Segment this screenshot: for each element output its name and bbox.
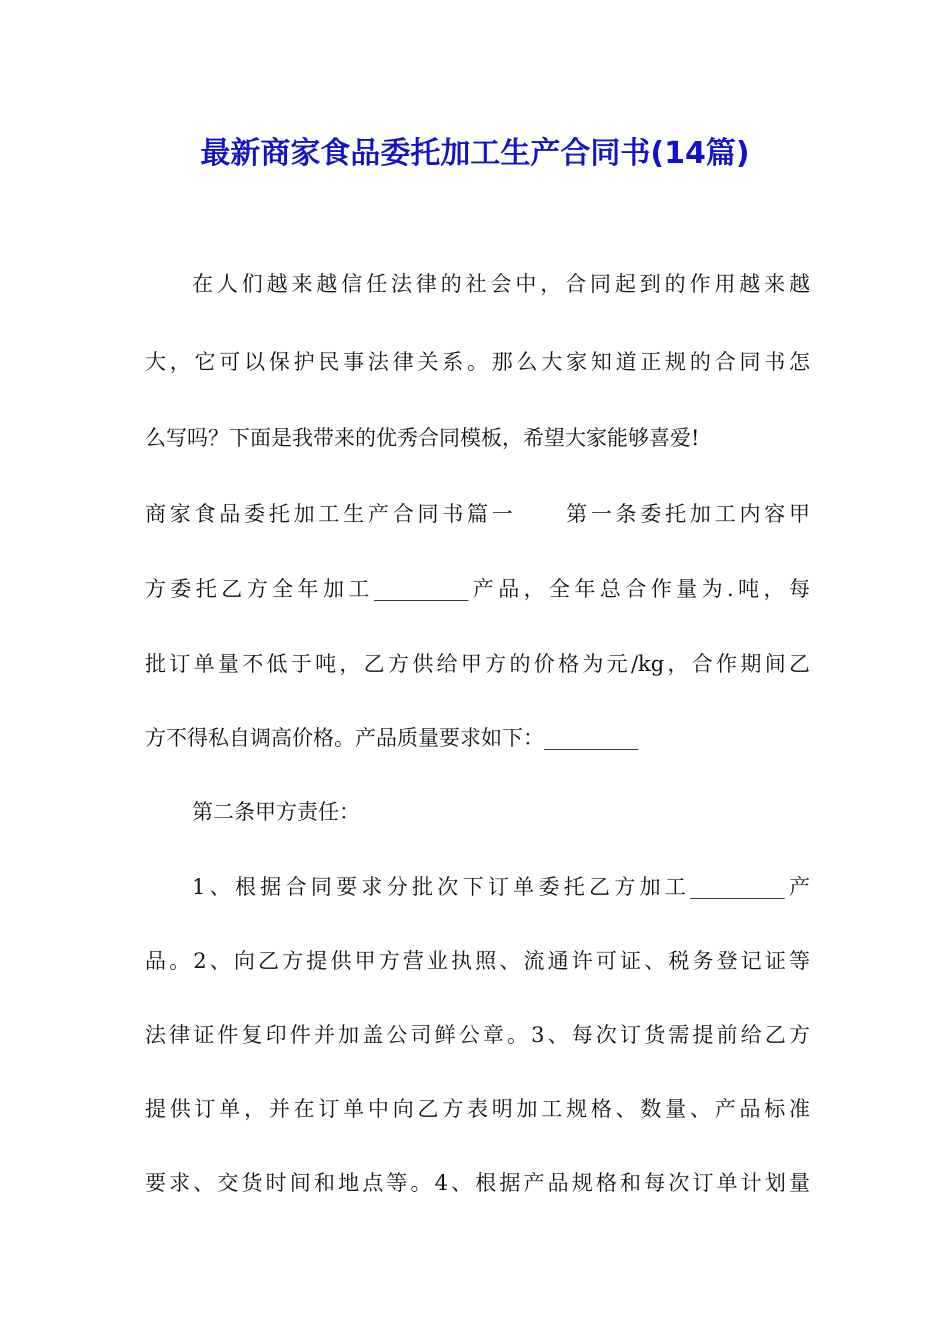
paragraph-line: 商家食品委托加工生产合同书篇一 第一条委托加工内容甲: [145, 502, 810, 526]
paragraph-line: 方委托乙方全年加工_________产品，全年总合作量为.吨，每: [145, 577, 810, 601]
paragraph-line: 大，它可以保护民事法律关系。那么大家知道正规的合同书怎: [145, 350, 810, 374]
paragraph-line: 方不得私自调高价格。产品质量要求如下：_________: [145, 726, 639, 750]
paragraph-line: 1、根据合同要求分批次下订单委托乙方加工_________产: [192, 875, 810, 899]
paragraph-line: 提供订单，并在订单中向乙方表明加工规格、数量、产品标准: [145, 1097, 810, 1121]
document-title: 最新商家食品委托加工生产合同书(14篇): [200, 136, 750, 171]
paragraph-line: 要求、交货时间和地点等。4、根据产品规格和每次订单计划量: [145, 1171, 810, 1195]
paragraph-line: 么写吗？下面是我带来的优秀合同模板，希望大家能够喜爱!: [145, 426, 700, 450]
paragraph-line: 在人们越来越信任法律的社会中，合同起到的作用越来越: [192, 272, 810, 296]
paragraph-line: 法律证件复印件并加盖公司鲜公章。3、每次订货需提前给乙方: [145, 1023, 810, 1047]
paragraph-line: 品。2、向乙方提供甲方营业执照、流通许可证、税务登记证等: [145, 949, 810, 973]
paragraph-line: 批订单量不低于吨，乙方供给甲方的价格为元/kg，合作期间乙: [145, 652, 810, 676]
section-heading: 第二条甲方责任：: [192, 800, 360, 824]
